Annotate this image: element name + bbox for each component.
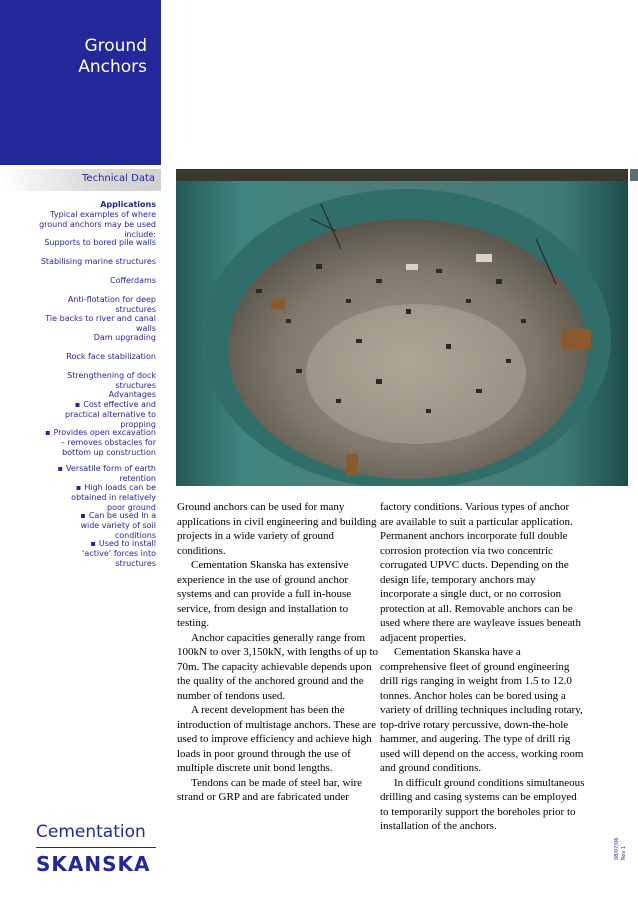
body-paragraph: A recent development has been the introduction of multistage anchors. These are used to improve efficiency and achieve high loads in poor ground through the use of multiple discrete unit bond lengths.	[177, 704, 376, 774]
page-title	[78, 36, 147, 78]
title-line-1: Ground	[84, 36, 147, 56]
body-paragraph: Tendons can be made of steel bar, wire strand or GRP and are fabricated under	[177, 776, 363, 803]
photo-edge-strip	[630, 169, 638, 181]
body-paragraph: Anchor capacities generally range from 100kN to over 3,150kN, with lengths of up to 70m. The capacity achievable depends upon the quality of the anchored ground and the number of tendons used.	[177, 631, 379, 702]
body-paragraph: Cementation Skanska has extensive experience in the use of ground anchor systems and can provide a full in-house service, from design and installation to testing.	[177, 559, 352, 629]
advantage-item: ▪ High loads can be obtained in relatively poor ground	[58, 483, 156, 513]
technical-data-label: Technical Data	[82, 173, 155, 184]
advantage-item: ▪ Used to install ‘active’ forces into structures	[74, 539, 156, 569]
logo-skanska: SKANSKA	[36, 852, 151, 876]
body-paragraph: factory conditions. Various types of anchor are available to suit a particular application. Permanent anchors incorporate full double corrosion protection via two concentric corrugated UPVC ducts. Depending on the design life, temporary anchors may incorporate a single duct, or no corrosion protection at all. Removable anchors can be used where there are wayleave issues beneath adjacent properties.	[380, 501, 581, 644]
header-panel	[0, 0, 161, 165]
application-item: Cofferdams	[109, 276, 156, 285]
title-line-2: Anchors	[78, 57, 147, 77]
applications-intro: Typical examples of where ground anchors may be used include:	[39, 210, 156, 239]
advantage-item: ▪ Provides open excavation – removes obstacles for bottom up construction	[44, 428, 156, 458]
application-item: Dam upgrading	[93, 333, 156, 342]
excavation-photo	[176, 169, 628, 486]
application-item: Supports to bored pile walls	[44, 238, 156, 247]
logo-rule	[36, 847, 156, 848]
advantage-item: ▪ Cost effective and practical alternative to propping	[40, 400, 156, 430]
application-item: Strengthening of dock structures	[67, 371, 156, 390]
company-logo	[36, 822, 156, 876]
technical-data-band	[0, 169, 161, 191]
application-item: Rock face stabilization	[66, 352, 156, 361]
body-paragraph: Ground anchors can be used for many applications in civil engineering and building projects in a wide variety of ground conditions.	[177, 501, 377, 557]
body-paragraph: Cementation Skanska have a comprehensive fleet of ground engineering drill rigs ranging in weight from 1.5 to 12.0 tonnes. Anchor holes can be bored using a variety of drilling techniques including rotary, top-drive rotary percussive, down-the-hole hammer, and augering. The type of drill rig used will depend on the access, working room and ground conditions.	[380, 646, 584, 774]
advantage-item: ▪ Can be used in a wide variety of soil conditions	[66, 511, 156, 541]
doc-date: 08/07/06	[614, 837, 620, 860]
document-code	[612, 830, 634, 860]
logo-cementation: Cementation	[36, 822, 146, 842]
doc-revision: Rev 1	[621, 845, 627, 860]
body-column-2	[380, 500, 585, 834]
application-item: Anti-flotation for deep structures	[67, 295, 156, 314]
application-item: Stabilising marine structures	[40, 257, 156, 266]
body-paragraph: In difficult ground conditions simultaneous drilling and casing systems can be employed to temporarily support the boreholes prior to installation of the anchors.	[380, 776, 585, 832]
advantages-heading: Advantages	[108, 390, 156, 399]
advantage-item: ▪ Versatile form of earth retention	[30, 464, 156, 484]
application-item: Tie backs to river and canal walls	[45, 314, 156, 333]
body-column-1	[177, 500, 382, 805]
applications-heading: Applications	[100, 200, 156, 209]
